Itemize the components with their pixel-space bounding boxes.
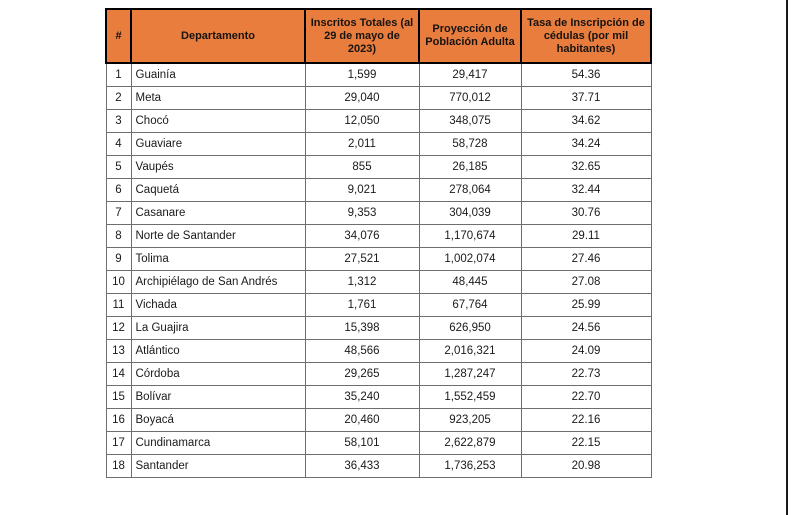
cell-departamento: Córdoba — [131, 363, 305, 386]
cell-rank: 14 — [106, 363, 131, 386]
cell-rank: 13 — [106, 340, 131, 363]
cell-proyeccion: 304,039 — [419, 202, 521, 225]
cell-proyeccion: 626,950 — [419, 317, 521, 340]
cell-inscritos: 29,265 — [305, 363, 419, 386]
cell-departamento: Atlántico — [131, 340, 305, 363]
cell-proyeccion: 26,185 — [419, 156, 521, 179]
cell-inscritos: 1,312 — [305, 271, 419, 294]
cell-departamento: Norte de Santander — [131, 225, 305, 248]
cell-rank: 6 — [106, 179, 131, 202]
cell-inscritos: 855 — [305, 156, 419, 179]
cell-proyeccion: 348,075 — [419, 110, 521, 133]
cell-tasa: 24.56 — [521, 317, 651, 340]
table-row — [106, 386, 651, 409]
col-header-proyeccion-poblacion: Proyección de Población Adulta — [419, 9, 521, 63]
cell-proyeccion: 1,552,459 — [419, 386, 521, 409]
cell-tasa: 25.99 — [521, 294, 651, 317]
cell-tasa: 22.73 — [521, 363, 651, 386]
cell-inscritos: 1,761 — [305, 294, 419, 317]
cell-inscritos: 29,040 — [305, 87, 419, 110]
cell-rank: 18 — [106, 455, 131, 478]
table-row — [106, 317, 651, 340]
cell-proyeccion: 29,417 — [419, 63, 521, 87]
cell-proyeccion: 278,064 — [419, 179, 521, 202]
cell-rank: 17 — [106, 432, 131, 455]
cell-tasa: 27.46 — [521, 248, 651, 271]
table-row — [106, 225, 651, 248]
table-row — [106, 202, 651, 225]
cell-rank: 2 — [106, 87, 131, 110]
cell-rank: 7 — [106, 202, 131, 225]
cell-departamento: La Guajira — [131, 317, 305, 340]
cell-departamento: Caquetá — [131, 179, 305, 202]
cell-inscritos: 15,398 — [305, 317, 419, 340]
cell-departamento: Chocó — [131, 110, 305, 133]
cell-proyeccion: 2,016,321 — [419, 340, 521, 363]
cell-departamento: Vaupés — [131, 156, 305, 179]
table-row — [106, 340, 651, 363]
cell-departamento: Santander — [131, 455, 305, 478]
cell-inscritos: 20,460 — [305, 409, 419, 432]
cell-tasa: 29.11 — [521, 225, 651, 248]
table-row — [106, 271, 651, 294]
table-row — [106, 179, 651, 202]
table-header — [106, 9, 651, 63]
cell-rank: 10 — [106, 271, 131, 294]
cell-rank: 12 — [106, 317, 131, 340]
table-row — [106, 133, 651, 156]
cell-inscritos: 48,566 — [305, 340, 419, 363]
table-row — [106, 363, 651, 386]
cell-proyeccion: 58,728 — [419, 133, 521, 156]
col-header-tasa-inscripcion: Tasa de Inscripción de cédulas (por mil habitantes) — [521, 9, 651, 63]
cell-rank: 1 — [106, 63, 131, 87]
table-row — [106, 432, 651, 455]
col-header-departamento: Departamento — [131, 9, 305, 63]
cell-proyeccion: 923,205 — [419, 409, 521, 432]
cell-inscritos: 2,011 — [305, 133, 419, 156]
cell-inscritos: 58,101 — [305, 432, 419, 455]
cell-inscritos: 35,240 — [305, 386, 419, 409]
cell-rank: 5 — [106, 156, 131, 179]
cell-tasa: 24.09 — [521, 340, 651, 363]
window-edge-divider — [786, 0, 788, 515]
cell-tasa: 34.62 — [521, 110, 651, 133]
cell-departamento: Boyacá — [131, 409, 305, 432]
table-row — [106, 87, 651, 110]
cell-tasa: 22.15 — [521, 432, 651, 455]
table-row — [106, 63, 651, 87]
cell-rank: 9 — [106, 248, 131, 271]
cell-departamento: Archipiélago de San Andrés — [131, 271, 305, 294]
table-row — [106, 455, 651, 478]
cell-departamento: Guainía — [131, 63, 305, 87]
cell-inscritos: 34,076 — [305, 225, 419, 248]
cell-departamento: Tolima — [131, 248, 305, 271]
table-row — [106, 248, 651, 271]
cell-departamento: Casanare — [131, 202, 305, 225]
col-header-rank: # — [106, 9, 131, 63]
cell-tasa: 37.71 — [521, 87, 651, 110]
cell-proyeccion: 48,445 — [419, 271, 521, 294]
cell-proyeccion: 1,002,074 — [419, 248, 521, 271]
cell-inscritos: 9,353 — [305, 202, 419, 225]
cell-proyeccion: 67,764 — [419, 294, 521, 317]
cell-tasa: 27.08 — [521, 271, 651, 294]
cell-rank: 16 — [106, 409, 131, 432]
cell-rank: 11 — [106, 294, 131, 317]
cell-tasa: 32.65 — [521, 156, 651, 179]
cell-tasa: 54.36 — [521, 63, 651, 87]
table-header-row — [106, 9, 651, 63]
cell-inscritos: 9,021 — [305, 179, 419, 202]
table-row — [106, 110, 651, 133]
cell-rank: 4 — [106, 133, 131, 156]
cell-departamento: Bolívar — [131, 386, 305, 409]
cell-departamento: Guaviare — [131, 133, 305, 156]
cell-inscritos: 36,433 — [305, 455, 419, 478]
cell-proyeccion: 1,287,247 — [419, 363, 521, 386]
cell-tasa: 20.98 — [521, 455, 651, 478]
table-row — [106, 409, 651, 432]
table-body — [106, 63, 651, 478]
cell-tasa: 30.76 — [521, 202, 651, 225]
cell-proyeccion: 1,170,674 — [419, 225, 521, 248]
cell-tasa: 22.70 — [521, 386, 651, 409]
cell-tasa: 32.44 — [521, 179, 651, 202]
cell-rank: 8 — [106, 225, 131, 248]
table-row — [106, 156, 651, 179]
table-row — [106, 294, 651, 317]
cell-inscritos: 27,521 — [305, 248, 419, 271]
cell-inscritos: 12,050 — [305, 110, 419, 133]
cell-departamento: Meta — [131, 87, 305, 110]
cell-departamento: Cundinamarca — [131, 432, 305, 455]
registration-rate-table — [105, 8, 652, 478]
cell-tasa: 34.24 — [521, 133, 651, 156]
cell-inscritos: 1,599 — [305, 63, 419, 87]
cell-proyeccion: 770,012 — [419, 87, 521, 110]
cell-proyeccion: 1,736,253 — [419, 455, 521, 478]
cell-rank: 15 — [106, 386, 131, 409]
col-header-inscritos-totales: Inscritos Totales (al 29 de mayo de 2023) — [305, 9, 419, 63]
cell-rank: 3 — [106, 110, 131, 133]
cell-proyeccion: 2,622,879 — [419, 432, 521, 455]
cell-departamento: Vichada — [131, 294, 305, 317]
cell-tasa: 22.16 — [521, 409, 651, 432]
